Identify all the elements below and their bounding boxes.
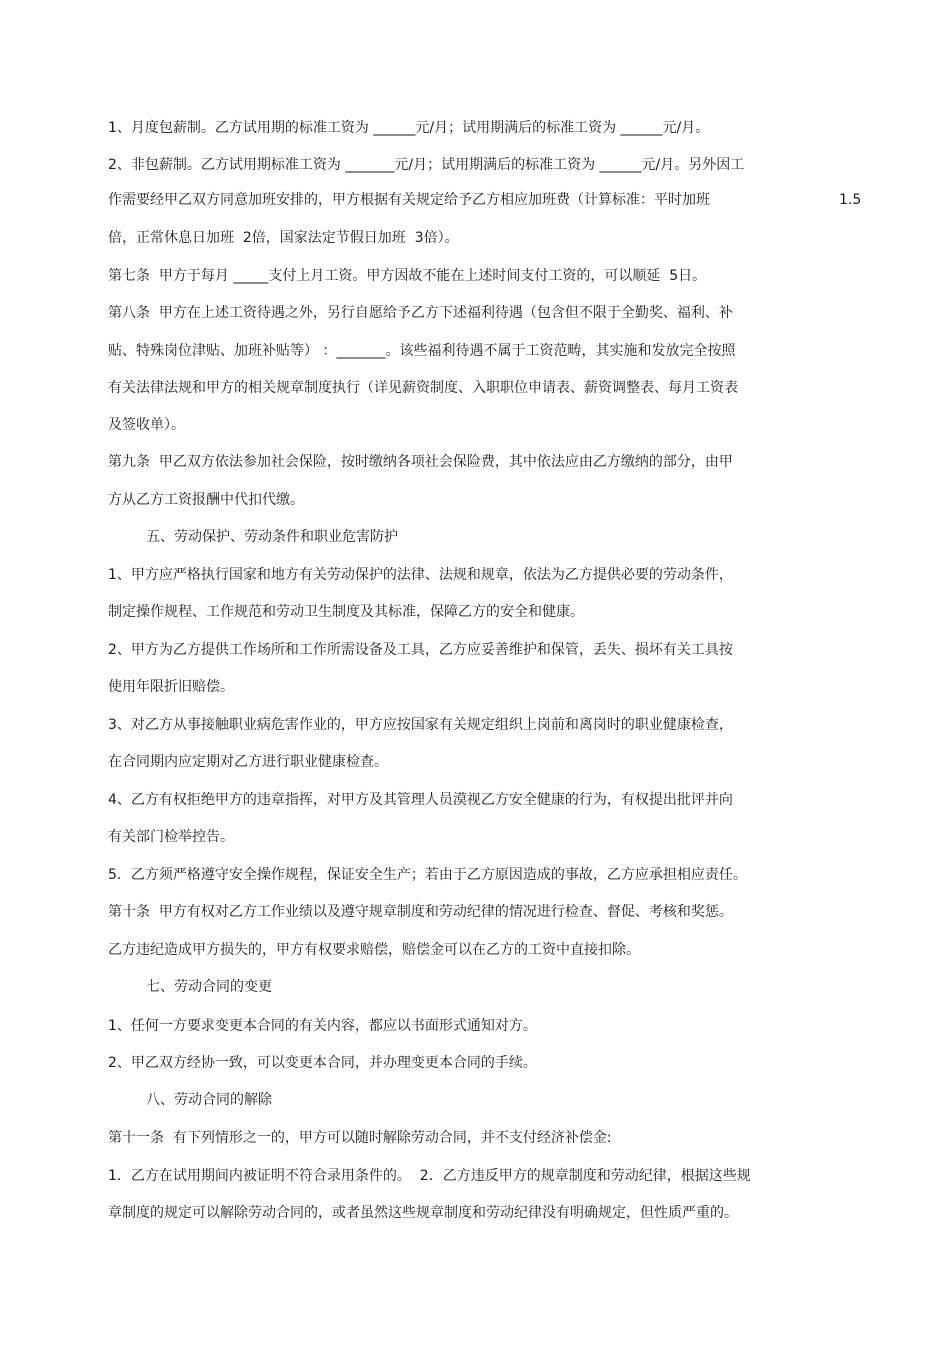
section-heading: 五、劳动保护、劳动条件和职业危害防护 [146,529,398,545]
text-line: 及签收单）。 [108,417,185,433]
text-line: 2、甲方为乙方提供工作场所和工作所需设备及工具，乙方应妥善维护和保管，丢失、损坏有关工具按 [108,642,733,658]
text-line: 第九条 甲乙双方依法参加社会保险，按时缴纳各项社会保险费，其中依法应由乙方缴纳的部分，由甲 [108,454,733,470]
text-line: 第七条 甲方于每月 _____支付上月工资。甲方因故不能在上述时间支付工资的，可以顺延 5日。 [108,268,707,284]
text-line: 贴、特殊岗位津贴、加班补贴等） ：_______。该些福利待遇不属于工资范畴，其实施和发放完全按照 [108,343,736,359]
text-line: 制定操作规程、工作规范和劳动卫生制度及其标准，保障乙方的安全和健康。 [108,604,584,620]
text-line: 1、甲方应严格执行国家和地方有关劳动保护的法律、法规和规章，依法为乙方提供必要的劳动条件， [108,567,733,583]
text-line: 倍，正常休息日加班 2倍，国家法定节假日加班 3倍）。 [108,230,459,246]
text-line: 第十一条 有下列情形之一的，甲方可以随时解除劳动合同，并不支付经济补偿金: [108,1130,612,1146]
text-line: 使用年限折旧赔偿。 [108,679,234,695]
text-line: 有关部门检举控告。 [108,829,234,845]
text-line: 3、对乙方从事接触职业病危害作业的，甲方应按国家有关规定组织上岗前和离岗时的职业健康检查， [108,717,733,733]
text-line: 方从乙方工资报酬中代扣代缴。 [108,492,304,508]
text-line: 有关法律法规和甲方的相关规章制度执行（详见薪资制度、入职职位申请表、薪资调整表、每月工资表 [108,380,738,396]
text-line: 乙方违纪造成甲方损失的，甲方有权要求赔偿，赔偿金可以在乙方的工资中直接扣除。 [108,942,640,958]
text-line: 2、甲乙双方经协一致，可以变更本合同，并办理变更本合同的手续。 [108,1055,537,1071]
text-line: 第十条 甲方有权对乙方工作业绩以及遵守规章制度和劳动纪律的情况进行检查、督促、考核和奖惩。 [108,904,733,920]
text-line: 第八条 甲方在上述工资待遇之外，另行自愿给予乙方下述福利待遇（包含但不限于全勤奖、福利、补 [108,305,733,321]
section-heading: 八、劳动合同的解除 [146,1092,272,1108]
text-line: 1．乙方在试用期间内被证明不符合录用条件的。 2．乙方违反甲方的规章制度和劳动纪律，根据这些规 [108,1168,751,1184]
text-line: 2、非包薪制。乙方试用期标准工资为 _______元/月；试用期满后的标准工资为 ______元/月。另外因工 [108,157,745,173]
text-line: 在合同期内应定期对乙方进行职业健康检查。 [108,754,388,770]
text-line: 5．乙方须严格遵守安全操作规程，保证安全生产；若由于乙方原因造成的事故，乙方应承担相应责任。 [108,867,747,883]
text-line: 1、任何一方要求变更本合同的有关内容，都应以书面形式通知对方。 [108,1018,537,1034]
text-line: 4、乙方有权拒绝甲方的违章指挥，对甲方及其管理人员漠视乙方安全健康的行为，有权提出批评并向 [108,792,733,808]
text-line: 1、月度包薪制。乙方试用期的标准工资为 ______元/月；试用期满后的标准工资为 ______元/月。 [108,120,710,136]
text-line: 1.5 [839,192,862,208]
text-line: 章制度的规定可以解除劳动合同的，或者虽然这些规章制度和劳动纪律没有明确规定，但性质严重的。 [108,1205,738,1221]
section-heading: 七、劳动合同的变更 [146,979,272,995]
text-line: 作需要经甲乙双方同意加班安排的，甲方根据有关规定给予乙方相应加班费（计算标准：平时加班 [108,192,710,208]
